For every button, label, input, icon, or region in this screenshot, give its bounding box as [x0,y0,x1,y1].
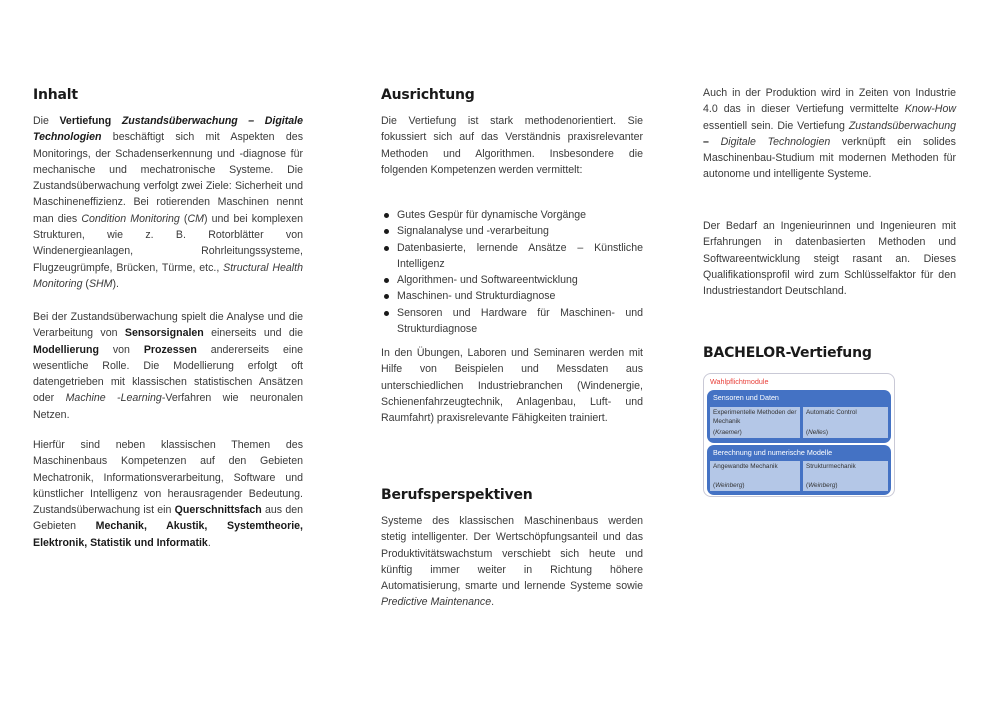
heading-inhalt: Inhalt [33,87,78,103]
module-group-berechnung [707,445,891,495]
paragraph-right-1: Auch in der Produktion wird in Zeiten von Industrie 4.0 das in dieser Vertiefung vermittelte Know-How essentiell sein. Die Vertiefung Zustandsüberwachung – Digitale Technologien verknüpft ein solides Maschinenbau-Studium mit modernen Methoden für autonome und intelligente Systeme. [703,87,956,181]
module-lecturer: (Kraemer) [713,429,742,436]
group-title: Sensoren und Daten [713,393,779,402]
heading-ausrichtung: Ausrichtung [381,87,475,103]
paragraph-berufsperspektiven: Systeme des klassischen Maschinenbaus werden stetig intelligenter. Der Wertschöpfungsanteil und das Produktivitätswachstum verschiebt sich heute und künftig immer weiter in Richtung höhere Automatisierung, smarte und lernende Systeme sowie Predictive Maintenance. [381,515,643,609]
module-lecturer: (Weinberg) [806,482,838,489]
heading-berufsperspektiven: Berufsperspektiven [381,487,533,503]
list-item: Signalanalyse und -verarbeitung [381,223,643,239]
paragraph-ausrichtung-outro: In den Übungen, Laboren und Seminaren werden mit Hilfe von Beispielen und Messdaten aus unterschiedlichen Industriebranchen (Windenergie, Schienenfahrzeugtechnik, Anlagenbau, Luft- und Raumfahrt) praxisrelevante Fähigkeiten trainiert. [381,347,643,425]
diagram-title: Wahlpflichtmodule [710,377,769,386]
paragraph-inhalt-3: Hierfür sind neben klassischen Themen des Maschinenbaus Kompetenzen auf den Gebieten Mechatronik, Informationsverarbeitung, Software und künstlicher Intelligenz von herausragender Bedeutung. Zustandsüberwachung ist ein Querschnittsfach aus den Gebieten Mechanik, Akustik, Systemtheorie, Elektronik, Statistik und Informatik. [33,439,303,549]
bullet-icon [384,229,389,234]
module-cell [803,461,888,491]
module-group-sensoren [707,390,891,443]
paragraph-inhalt-2: Bei der Zustandsüberwachung spielt die Analyse und die Verarbeitung von Sensorsignalen einerseits und die Modellierung von Prozessen andererseits eine wesentliche Rolle. Die Modellierung erfolgt oft datengetrieben mit klassischen statistischen Ansätzen oder Machine -Learning-Verfahren wie neuronalen Netzen. [33,311,304,421]
module-lecturer: (Weinberg) [713,482,745,489]
paragraph-ausrichtung-intro: Die Vertiefung ist stark methodenorientiert. Sie fokussiert sich auf das Verständnis praxisrelevanter Methoden und Algorithmen. Insbesondere die folgenden Kompetenzen werden vermittelt: [381,115,643,176]
list-item: Algorithmen- und Softwareentwicklung [381,272,643,288]
group-title: Berechnung und numerische Modelle [713,448,833,457]
bullet-icon [384,278,389,283]
list-item: Gutes Gespür für dynamische Vorgänge [381,207,643,223]
module-name: Strukturmechanik [806,463,856,470]
competence-list [381,207,643,337]
bullet-icon [384,213,389,218]
list-item: Sensoren und Hardware für Maschinen- und Strukturdiagnose [381,305,643,338]
module-name: Automatic Control [806,409,857,416]
module-name: Angewandte Mechanik [713,463,778,470]
paragraph-right-2: Der Bedarf an Ingenieurinnen und Ingenieuren mit Erfahrungen in datenbasierten Methoden und Softwareentwicklung steigt rasant an. Dieses Qualifikationsprofil wird zum Schlüsselfaktor für den Industriestandort Deutschland. [703,220,956,298]
module-lecturer: (Nelles) [806,429,829,436]
module-cell [803,407,888,438]
bullet-icon [384,246,389,251]
module-name: Experimentelle Methoden der Mechanik [713,409,797,425]
heading-bachelor-vertiefung: BACHELOR-Vertiefung [703,345,872,361]
elective-modules-diagram [703,373,895,497]
bullet-icon [384,311,389,316]
paragraph-inhalt-1: Die Vertiefung Zustandsüberwachung – Digitale Technologien beschäftigt sich mit Aspekten des Monitorings, der Schadenserkennung und -diagnose für mechanische und mechatronische Systeme. Die Zustandsüberwachung verfolgt zwei Ziele: Sicherheit und Maschineneffizienz. Bei rotierenden Maschinen nennt man dies Condition Monitoring (CM) und bei komplexen Strukturen, wie z. B. Rotorblätter von Windenergieanlagen, Rohrleitungssysteme, Flugzeugrümpfe, Brücken, Türme, etc., Structural Health Monitoring (SHM). [33,115,304,290]
module-cell [710,461,800,491]
list-item: Datenbasierte, lernende Ansätze – Künstliche Intelligenz [381,240,643,273]
bullet-icon [384,294,389,299]
module-cell [710,407,800,438]
list-item: Maschinen- und Strukturdiagnose [381,288,643,304]
